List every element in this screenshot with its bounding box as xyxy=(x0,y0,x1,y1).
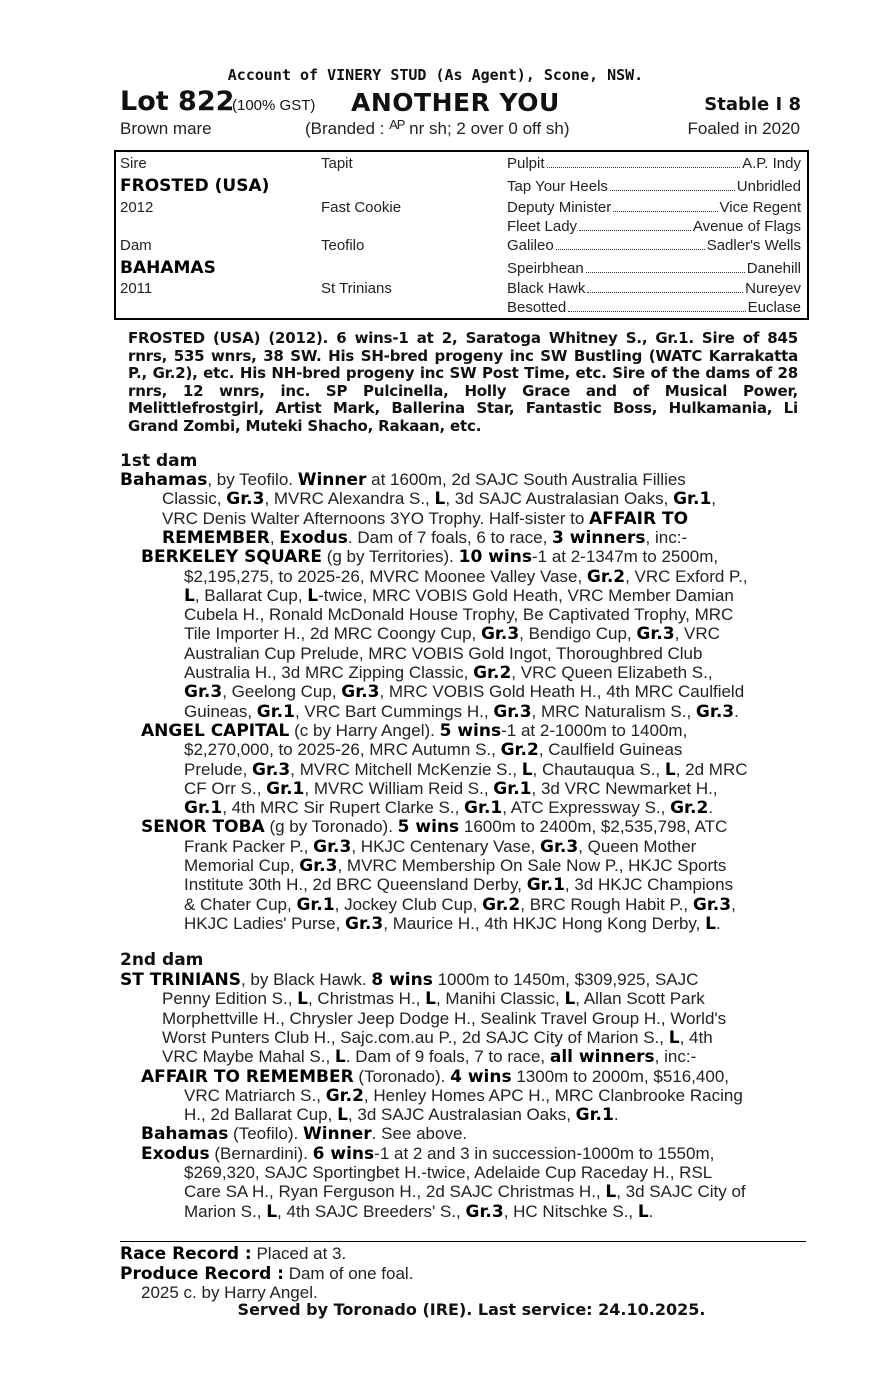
dam-text-line: ANGEL CAPITAL (c by Harry Angel). 5 wins-1 at 2-1000m to 1400m, xyxy=(141,720,688,741)
grandsire-dam: Teofilo xyxy=(321,237,365,254)
dam-text-line: Australian Cup Prelude, MRC VOBIS Gold Ingot, Thoroughbred Club xyxy=(184,643,703,663)
dam-text-line: SENOR TOBA (g by Toronado). 5 wins 1600m to 2400m, $2,535,798, ATC xyxy=(141,817,728,838)
dam-text-line: $269,320, SAJC Sportingbet H.-twice, Adelaide Cup Raceday H., RSL xyxy=(184,1163,713,1182)
dam-text-line: Care SA H., Ryan Ferguson H., 2d SAJC Christmas H., L, 3d SAJC City of xyxy=(184,1182,746,1203)
gst-note: (100% GST) xyxy=(232,97,316,114)
served-by: Served by Toronado (IRE). Last service: 24.10.2025. xyxy=(237,1300,706,1319)
dam-text-line: Worst Punters Club H., Sajc.com.au P., 2d SAJC City of Marion S., L, 4th xyxy=(162,1027,713,1048)
ggp-row: Speirbhean Danehill xyxy=(507,260,801,277)
dam-text-line: AFFAIR TO REMEMBER (Toronado). 4 wins 1300m to 2000m, $516,400, xyxy=(141,1066,729,1087)
sire-label: Sire xyxy=(120,155,147,172)
dam-text-line: Prelude, Gr.3, MVRC Mitchell McKenzie S., L, Chautauqua S., L, 2d MRC xyxy=(184,759,748,780)
dam-text-line: HKJC Ladies' Purse, Gr.3, Maurice H., 4th HKJC Hong Kong Derby, L. xyxy=(184,913,721,934)
brand-description xyxy=(305,119,570,139)
dam-text-line: Bahamas, by Teofilo. Winner at 1600m, 2d SAJC South Australia Fillies xyxy=(120,470,686,490)
dam-name: BAHAMAS xyxy=(120,258,216,278)
dam-text-line: Tile Importer H., 2d MRC Coongy Cup, Gr.3, Bendigo Cup, Gr.3, VRC xyxy=(184,624,720,645)
second-dam-heading: 2nd dam xyxy=(120,950,204,970)
produce-foal: 2025 c. by Harry Angel. xyxy=(141,1283,318,1302)
brand-prefix: (Branded : xyxy=(305,119,390,138)
dam-text-line: Gr.1, 4th MRC Sir Rupert Clarke S., Gr.1, ATC Expressway S., Gr.2. xyxy=(184,798,714,819)
dam-text-line: $2,195,275, to 2025-26, MVRC Moonee Valley Vase, Gr.2, VRC Exford P., xyxy=(184,566,748,587)
first-dam-heading: 1st dam xyxy=(120,451,198,471)
sire-summary: FROSTED (USA) (2012). 6 wins-1 at 2, Saratoga Whitney S., Gr.1. Sire of 845 rnrs, 535 wnrs, 38 SW. His SH-bred progeny inc SW Bustling (WATC Karrakatta P., Gr.2), etc. His NH-bred progeny inc SW Post Time, etc. Sire of the dams of 28 rnrs, 12 wnrs, inc. SP Pulcinella, Holly Grace and of Musical Power, Melittlefrostgirl, Artist Mark, Ballerina Star, Fantastic Boss, Hulkamania, Li Grand Zombi, Muteki Shacho, Rakaan, etc. xyxy=(128,329,798,435)
ggp-row: Black Hawk Nureyev xyxy=(507,280,801,297)
granddam-sire: Fast Cookie xyxy=(321,199,402,216)
ggp-row: Besotted Euclase xyxy=(507,299,801,316)
ggp-row: Tap Your Heels Unbridled xyxy=(507,178,801,195)
dam-text-line: Institute 30th H., 2d BRC Queensland Derby, Gr.1, 3d HKJC Champions xyxy=(184,875,734,896)
lot-number: Lot 822 xyxy=(120,86,235,117)
dam-text-line: Exodus (Bernardini). 6 wins-1 at 2 and 3 in succession-1000m to 1550m, xyxy=(141,1143,715,1164)
foaled-year: Foaled in 2020 xyxy=(687,119,800,138)
dam-text-line: Frank Packer P., Gr.3, HKJC Centenary Vase, Gr.3, Queen Mother xyxy=(184,836,697,857)
ggp-row: Galileo Sadler's Wells xyxy=(507,237,801,254)
dam-text-line: REMEMBER, Exodus. Dam of 7 foals, 6 to race, 3 winners, inc:- xyxy=(162,527,688,548)
dam-text-line: ST TRINIANS, by Black Hawk. 8 wins 1000m to 1450m, $309,925, SAJC xyxy=(120,970,699,990)
dam-text-line: H., 2d Ballarat Cup, L, 3d SAJC Australasian Oaks, Gr.1. xyxy=(184,1105,619,1126)
divider xyxy=(120,1241,806,1242)
dam-text-line: & Chater Cup, Gr.1, Jockey Club Cup, Gr.2, BRC Rough Habit P., Gr.3, xyxy=(184,894,736,915)
brand-mark: AP xyxy=(389,117,405,132)
dam-text-line: VRC Matriarch S., Gr.2, Henley Homes APC H., MRC Clanbrooke Racing xyxy=(184,1085,743,1106)
dam-text-line: Bahamas (Teofilo). Winner. See above. xyxy=(141,1124,468,1145)
sire-year: 2012 xyxy=(120,199,154,216)
colour-sex: Brown mare xyxy=(120,119,212,138)
dam-year: 2011 xyxy=(120,280,153,297)
dam-text-line: CF Orr S., Gr.1, MVRC William Reid S., Gr.1, 3d VRC Newmarket H., xyxy=(184,778,718,799)
dam-label: Dam xyxy=(120,237,152,254)
horse-name: ANOTHER YOU xyxy=(351,88,560,117)
produce-record: Produce Record : Dam of one foal. xyxy=(120,1264,414,1284)
dam-text-line: VRC Maybe Mahal S., L. Dam of 9 foals, 7 to race, all winners, inc:- xyxy=(162,1047,697,1068)
dam-text-line: Classic, Gr.3, MVRC Alexandra S., L, 3d SAJC Australasian Oaks, Gr.1, xyxy=(162,489,717,510)
grandsire-sire: Tapit xyxy=(321,155,353,172)
dam-text-line: Guineas, Gr.1, VRC Bart Cummings H., Gr.3, MRC Naturalism S., Gr.3. xyxy=(184,701,739,722)
dam-text-line: VRC Denis Walter Afternoons 3YO Trophy. Half-sister to AFFAIR TO xyxy=(162,508,689,529)
brand-suffix: nr sh; 2 over 0 off sh) xyxy=(404,119,570,138)
dam-text-line: Cubela H., Ronald McDonald House Trophy, Be Captivated Trophy, MRC xyxy=(184,605,734,625)
dam-text-line: Australia H., 3d MRC Zipping Classic, Gr.2, VRC Queen Elizabeth S., xyxy=(184,663,713,683)
pedigree-table xyxy=(114,150,809,320)
account-line: Account of VINERY STUD (As Agent), Scone, NSW. xyxy=(227,66,644,84)
ggp-row: Fleet Lady Avenue of Flags xyxy=(507,218,801,235)
race-record: Race Record : Placed at 3. xyxy=(120,1244,347,1264)
dam-text-line: L, Ballarat Cup, L-twice, MRC VOBIS Gold Heath, VRC Member Damian xyxy=(184,585,734,606)
dam-text-line: Gr.3, Geelong Cup, Gr.3, MRC VOBIS Gold Heath H., 4th MRC Caulfield xyxy=(184,682,745,703)
sire-name: FROSTED (USA) xyxy=(120,176,270,196)
ggp-row: Deputy Minister Vice Regent xyxy=(507,199,801,216)
stable-number: Stable I 8 xyxy=(704,94,801,115)
dam-text-line: Morphettville H., Chrysler Jeep Dodge H., Sealink Travel Group H., World's xyxy=(162,1008,727,1028)
dam-text-line: Memorial Cup, Gr.3, MVRC Membership On Sale Now P., HKJC Sports xyxy=(184,856,727,876)
dam-text-line: Penny Edition S., L, Christmas H., L, Manihi Classic, L, Allan Scott Park xyxy=(162,989,705,1010)
ggp-row: Pulpit A.P. Indy xyxy=(507,155,801,172)
dam-text-line: $2,270,000, to 2025-26, MRC Autumn S., Gr.2, Caulfield Guineas xyxy=(184,740,683,761)
dam-text-line: Marion S., L, 4th SAJC Breeders' S., Gr.3, HC Nitschke S., L. xyxy=(184,1201,654,1222)
dam-text-line: BERKELEY SQUARE (g by Territories). 10 wins-1 at 2-1347m to 2500m, xyxy=(141,547,719,568)
granddam-dam: St Trinians xyxy=(321,280,392,297)
